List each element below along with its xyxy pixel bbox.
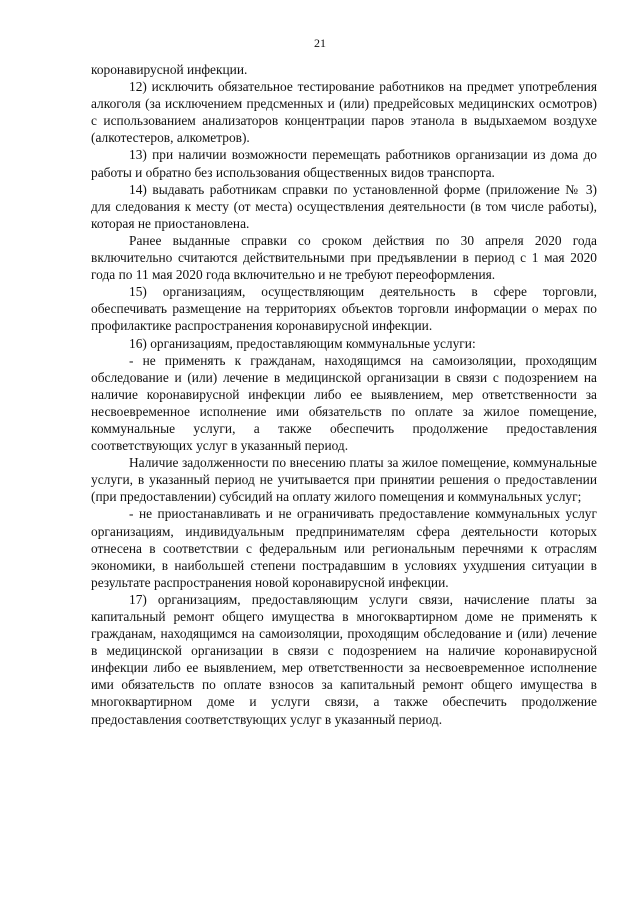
paragraph-item-12: 12) исключить обязательное тестирование работников на предмет употребления алкоголя (за исключением предсменных и (или) предрейсовых медицинских осмотров) с использованием анализаторов концентрации паров этанола в выдыхаемом воздухе (алкотестеров, алкометров).: [91, 79, 597, 146]
paragraph-item-16-bullet-1: - не применять к гражданам, находящимся на самоизоляции, проходящим обследование и (или) лечение в медицинской организации в связи с подозрением на наличие коронавирусной инфекции либо ее выявлением, мер ответственности за несвоевременное исполнение ими обязательств по оплате за жилое помещение, коммунальные услуги, а также обеспечить продолжение предоставления соответствующих услуг в указанный период.: [91, 352, 597, 454]
paragraph-item-15: 15) организациям, осуществляющим деятельность в сфере торговли, обеспечивать размещение на территориях объектов торговли информации о мерах по профилактике распространения коронавирусной инфекции.: [91, 284, 597, 334]
paragraph-debt-note: Наличие задолженности по внесению платы за жилое помещение, коммунальные услуги, в указанный период не учитывается при принятии решения о предоставлении (при предоставлении) субсидий на оплату жилого помещения и коммунальных услуг;: [91, 455, 597, 505]
paragraph-item-16: 16) организациям, предоставляющим коммунальные услуги:: [129, 335, 476, 351]
page-number: 21: [314, 36, 326, 50]
paragraph-continuation: коронавирусной инфекции.: [91, 62, 248, 77]
paragraph-item-16-bullet-2: - не приостанавливать и не ограничивать предоставление коммунальных услуг организациям, индивидуальным предпринимателям сфера деятельности которых отнесена в соответствии с федеральным или региональным перечнями к отраслям экономики, в наибольшей степени пострадавшим в условиях ухудшения ситуации в результате распространения новой коронавирусной инфекции.: [91, 506, 597, 590]
paragraph-certificates-validity: Ранее выданные справки со сроком действия по 30 апреля 2020 года включительно считаются действительными при предъявлении в период с 1 мая 2020 года по 11 мая 2020 года включительно и не требуют переоформления.: [91, 232, 597, 283]
document-body: [91, 61, 597, 728]
paragraph-item-17: 17) организациям, предоставляющим услуги связи, начисление платы за капитальный ремонт общего имущества в многоквартирном доме не применять к гражданам, находящимся на самоизоляции, проходящим обследование и (или) лечение в медицинской организации в связи с подозрением на наличие коронавирусной инфекции либо ее выявлением, мер ответственности за несвоевременное исполнение ими обязательств по оплате взносов за капитальный ремонт общего имущества в многоквартирном доме и услуги связи, а также обеспечить продолжение предоставления соответствующих услуг в указанный период.: [91, 591, 597, 727]
paragraph-item-13: 13) при наличии возможности перемещать работников организации из дома до работы и обратно без использования общественных видов транспорта.: [91, 147, 597, 180]
paragraph-item-14: 14) выдавать работникам справки по установленной форме (приложение № 3) для следования к месту (от места) осуществления деятельности (в том числе работы), которая не приостановлена.: [91, 181, 597, 231]
